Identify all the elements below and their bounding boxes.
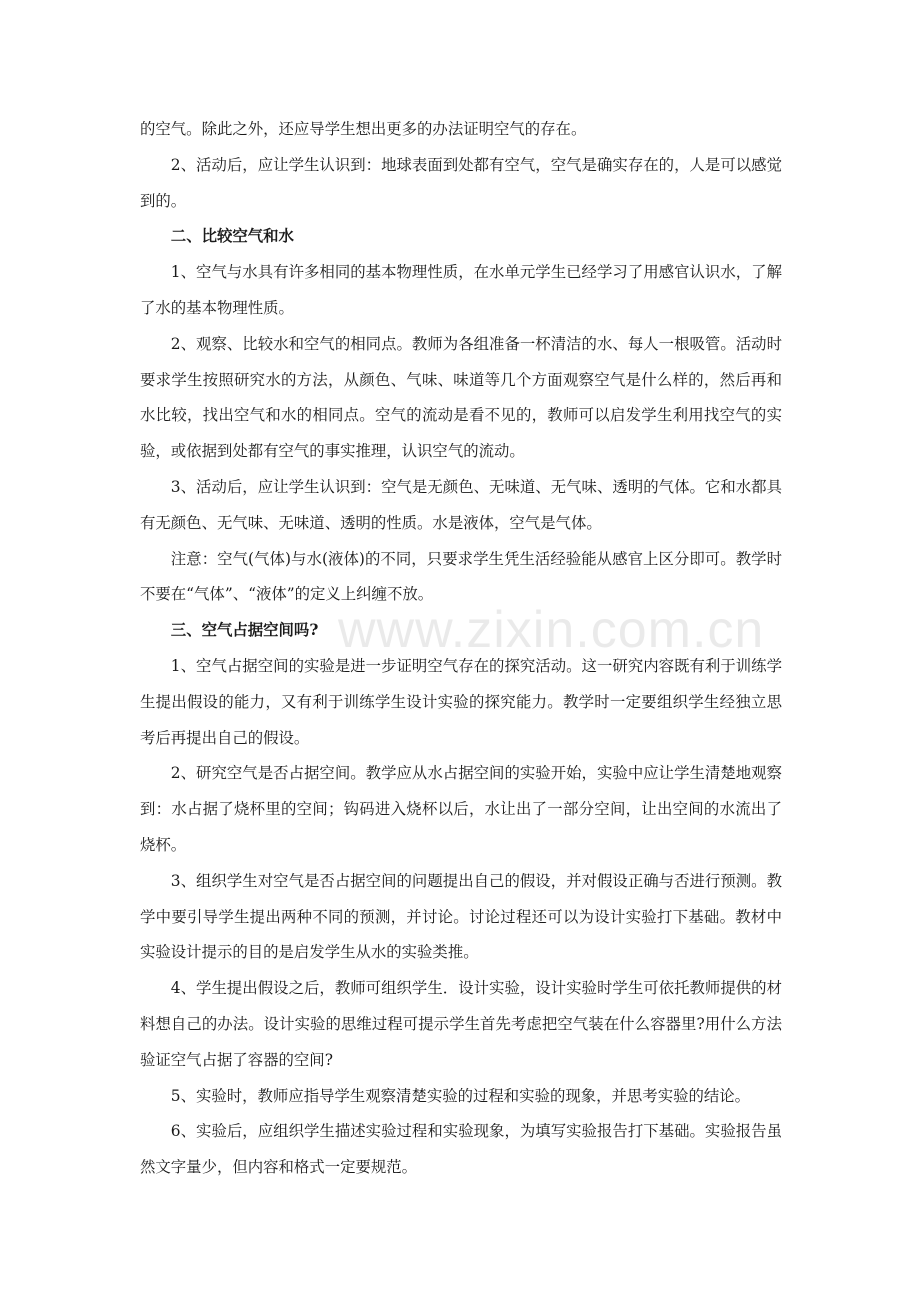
paragraph: 5、实验时，教师应指导学生观察清楚实验的过程和实验的现象，并思考实验的结论。 bbox=[170, 1086, 751, 1105]
paragraph: 2、观察、比较水和空气的相同点。教师为各组准备一杯清洁的水、每人一根吸管。活动时要求学生按照研究水的方法，从颜色、气味、味道等几个方面观察空气是什么样的，然后再和水比较，找出空气和水的相同点。空气的流动是看不见的，教师可以启发学生利用找空气的实验，或依据到处都有空气的事实推理，认识空气的流动。 bbox=[140, 334, 782, 461]
paragraph: 3、组织学生对空气是否占据空间的问题提出自己的假设，并对假设正确与否进行预测。教学中要引导学生提出两种不同的预测，并讨论。讨论过程还可以为设计实验打下基础。教材中实验设计提示的目的是启发学生从水的实验类推。 bbox=[140, 871, 782, 962]
paragraph: 3、活动后，应让学生认识到：空气是无颜色、无味道、无气味、透明的气体。它和水都具有无颜色、无气味、无味道、透明的性质。水是液体，空气是气体。 bbox=[140, 477, 782, 532]
paragraph: 1、空气占据空间的实验是进一步证明空气存在的探究活动。这一研究内容既有利于训练学生提出假设的能力，又有利于训练学生设计实验的探究能力。教学时一定要组织学生经独立思考后再提出自己的假设。 bbox=[140, 656, 782, 747]
section-heading: 三、空气占据空间吗? bbox=[170, 621, 319, 640]
section-heading: 二、比较空气和水 bbox=[170, 227, 294, 246]
watermark: www.zixin.com.cn bbox=[338, 601, 765, 659]
paragraph: 2、研究空气是否占据空间。教学应从水占据空间的实验开始，实验中应让学生清楚地观察到：水占据了烧杯里的空间；钩码进入烧杯以后，水让出了一部分空间，让出空间的水流出了烧杯。 bbox=[140, 764, 782, 854]
document-body bbox=[140, 112, 782, 1186]
paragraph: 4、学生提出假设之后，教师可组织学生．设计实验，设计实验时学生可依托教师提供的材料想自己的办法。设计实验的思维过程可提示学生首先考虑把空气装在什么容器里?用什么方法验证空气占据了容器的空间? bbox=[140, 979, 782, 1069]
paragraph: 6、实验后，应组织学生描述实验过程和实验现象，为填写实验报告打下基础。实验报告虽然文字量少，但内容和格式一定要规范。 bbox=[140, 1122, 782, 1177]
paragraph-continuation: 的空气。除此之外，还应导学生想出更多的办法证明空气的存在。 bbox=[140, 120, 587, 138]
note-paragraph: 注意：空气(气体)与水(液体)的不同，只要求学生凭生活经验能从感官上区分即可。教学时不要在“气体”、“液体”的定义上纠缠不放。 bbox=[140, 549, 782, 604]
paragraph: 1、空气与水具有许多相同的基本物理性质，在水单元学生已经学习了用感官认识水，了解了水的基本物理性质。 bbox=[140, 263, 782, 317]
paragraph: 2、活动后，应让学生认识到：地球表面到处都有空气，空气是确实存在的，人是可以感觉到的。 bbox=[140, 155, 782, 210]
